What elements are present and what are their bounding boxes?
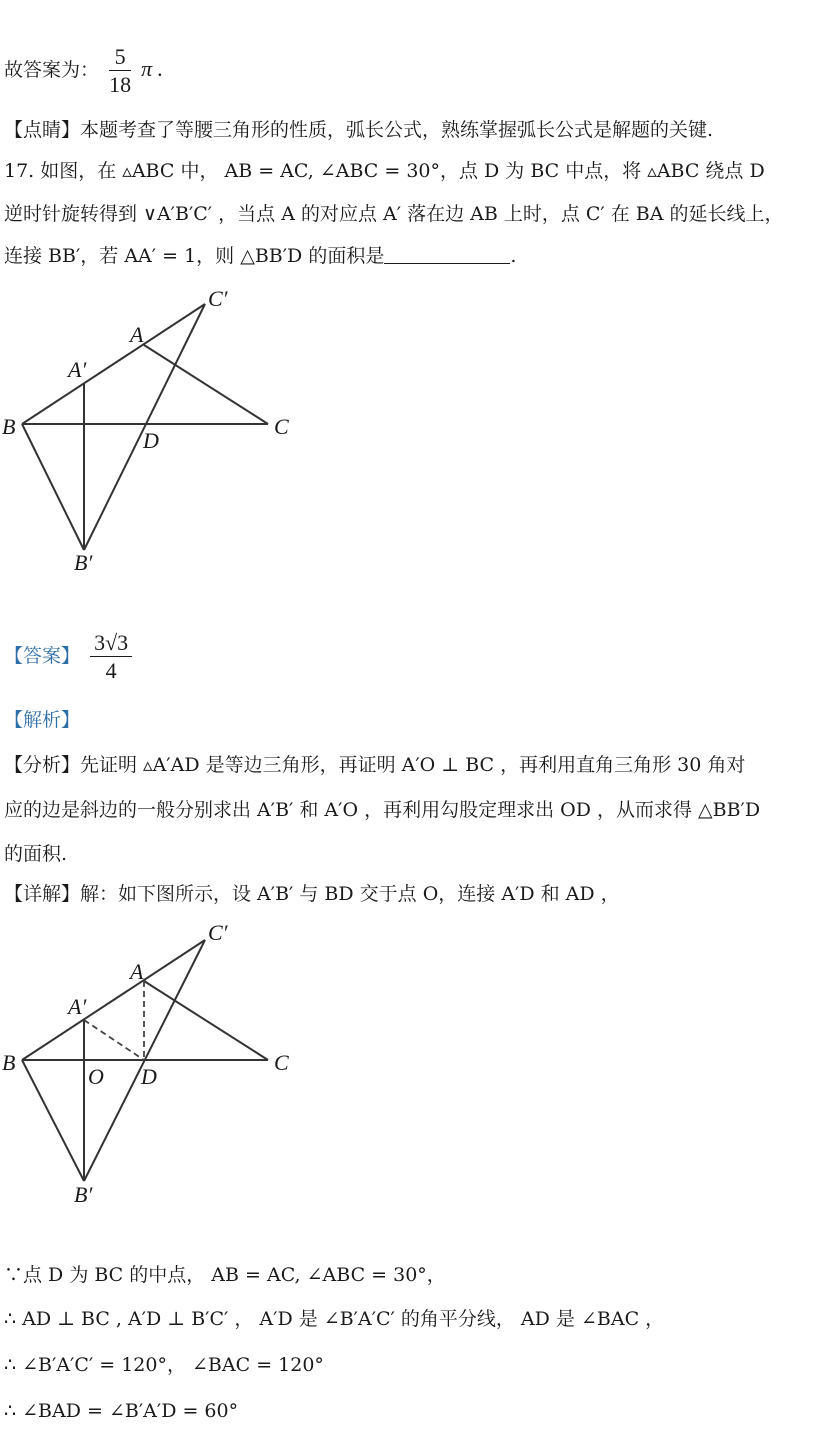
question-17-line-3-text: 连接 BB′，若 AA′ = 1，则 △BB′D 的面积是	[4, 245, 385, 267]
fraction-numerator: 5	[109, 46, 131, 71]
pi-symbol: π .	[141, 56, 164, 81]
label-c-prime: C′	[208, 920, 228, 945]
xiangjie-line: 【详解】解：如下图所示，设 A′B′ 与 BD 交于点 O，连接 A′D 和 AD ，	[4, 883, 620, 905]
fraction-denominator: 18	[109, 72, 132, 97]
label-a-prime: A′	[68, 994, 87, 1019]
question-17-period: .	[510, 245, 517, 267]
label-o: O	[88, 1064, 104, 1089]
dianjing-note: 【点睛】本题考查了等腰三角形的性质，弧长公式，熟练掌握弧长公式是解题的关键.	[4, 119, 714, 141]
figure-1	[0, 280, 320, 580]
label-a: A	[130, 322, 144, 347]
label-b: B	[2, 414, 16, 439]
fenxi-line-2: 应的边是斜边的一般分别求出 A′B′ 和 A′O ，再利用勾股定理求出 OD ，从而求得 △BB′D	[4, 799, 761, 821]
analysis-tag: 【解析】	[4, 709, 81, 731]
label-d: D	[143, 428, 159, 453]
label-a: A	[130, 959, 144, 984]
label-b-prime: B′	[74, 1182, 93, 1207]
step-3: ∴ ∠B′A′C′ = 120°， ∠BAC = 120°	[4, 1354, 324, 1376]
answer-fraction	[90, 632, 132, 682]
step-2: ∴ AD ⊥ BC , A′D ⊥ B′C′ ， A′D 是 ∠B′A′C′ 的角平分线， AD 是 ∠BAC ，	[4, 1308, 665, 1330]
previous-answer-line	[4, 46, 163, 96]
answer-denominator: 4	[105, 658, 117, 683]
previous-answer-fraction	[109, 46, 131, 96]
step-1: ∵点 D 为 BC 的中点， AB = AC, ∠ABC = 30°，	[4, 1264, 446, 1286]
answer-prefix: 故答案为：	[4, 59, 100, 81]
label-c: C	[274, 414, 289, 439]
figure-2	[0, 916, 320, 1216]
question-17-line-1: 17. 如图，在 ▵ABC 中， AB = AC, ∠ABC = 30°，点 D 为 BC 中点，将 ▵ABC 绕点 D	[4, 160, 765, 182]
fenxi-line-3: 的面积.	[4, 843, 68, 865]
label-b-prime: B′	[74, 550, 93, 575]
label-c-prime: C′	[208, 286, 228, 311]
fenxi-line-1: 【分析】先证明 ▵A′AD 是等边三角形，再证明 A′O ⊥ BC ，再利用直角三角形 30 角对	[4, 754, 746, 776]
answer-blank	[384, 263, 510, 264]
question-17-line-2: 逆时针旋转得到 ∨A′B′C′ ，当点 A 的对应点 A′ 落在边 AB 上时，点 C′ 在 BA 的延长线上，	[4, 203, 784, 225]
label-a-prime: A′	[68, 357, 87, 382]
label-d: D	[141, 1064, 157, 1089]
answer-tag: 【答案】	[4, 645, 81, 667]
answer-numerator: 3√3	[90, 632, 132, 657]
label-b: B	[2, 1050, 16, 1075]
label-c: C	[274, 1050, 289, 1075]
answer-line	[4, 632, 136, 682]
question-17-line-3	[4, 247, 516, 266]
step-4: ∴ ∠BAD = ∠B′A′D = 60°	[4, 1400, 239, 1422]
